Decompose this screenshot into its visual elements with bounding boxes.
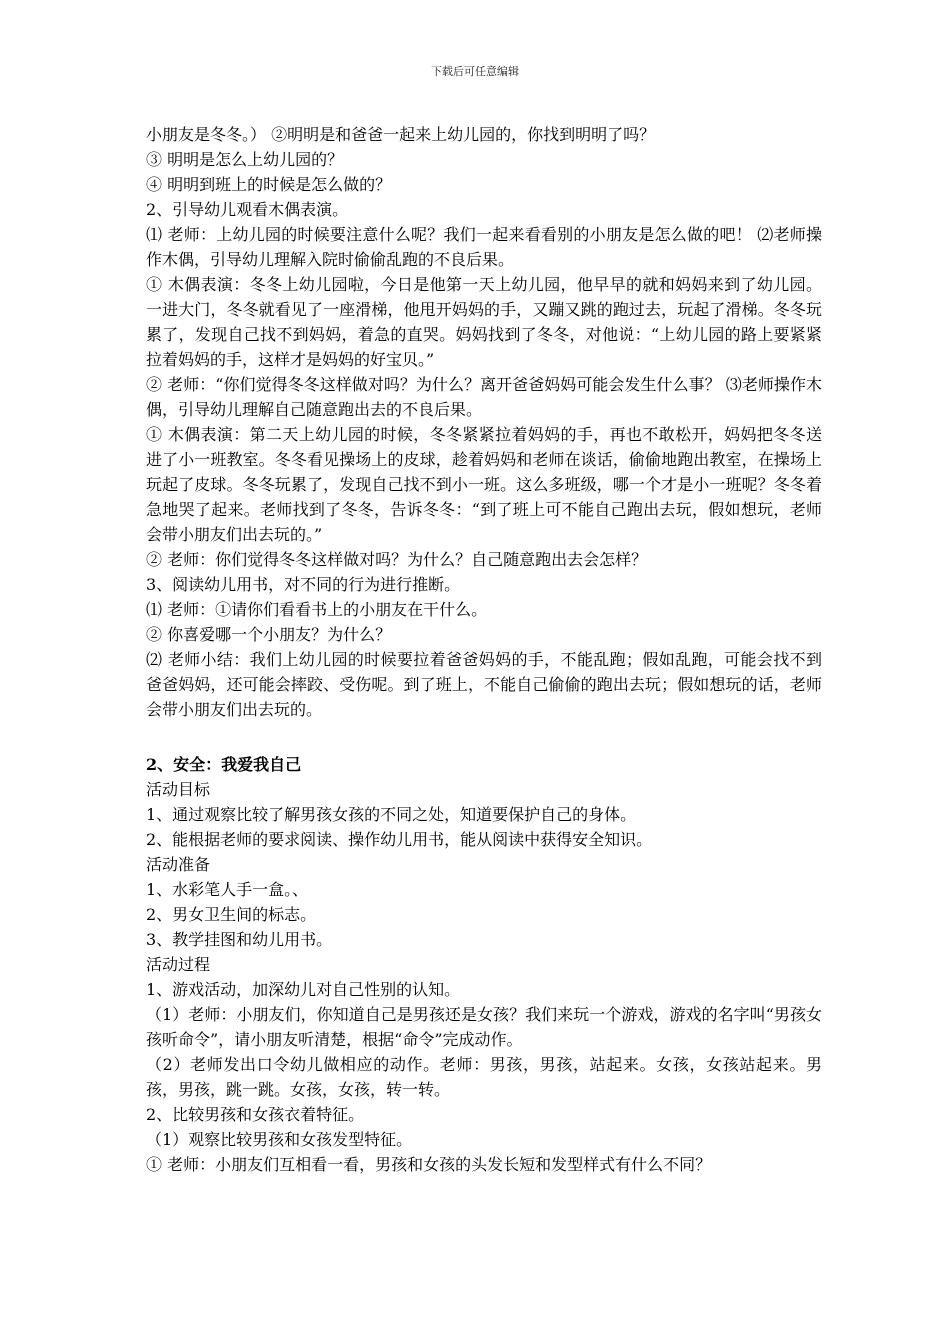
- paragraph: （1）观察比较男孩和女孩发型特征。: [146, 1130, 413, 1149]
- paragraph: ③ 明明是怎么上幼儿园的？: [146, 150, 344, 169]
- paragraph: （2）老师发出口令幼儿做相应的动作。老师：男孩，男孩，站起来。女孩，女孩站起来。男孩，男孩，跳一跳。女孩，女孩，转一转。: [146, 1055, 822, 1099]
- subheading: 活动过程: [146, 955, 211, 974]
- paragraph: 2、比较男孩和女孩衣着特征。: [146, 1105, 365, 1124]
- paragraph: ② 老师：你们觉得冬冬这样做对吗？为什么？自己随意跑出去会怎样？: [146, 550, 648, 569]
- header-note: 下载后可任意编辑: [431, 65, 519, 78]
- paragraph: 2、男女卫生间的标志。: [146, 905, 317, 924]
- paragraph: ① 木偶表演：第二天上幼儿园的时候，冬冬紧紧拉着妈妈的手，再也不敢松开，妈妈把冬冬送进了小一班教室。冬冬看见操场上的皮球，趁着妈妈和老师在谈话，偷偷地跑出教室，在操场上玩起了皮球。冬冬玩累了，发现自己找不到小一班。这么多班级，哪一个才是小一班呢？冬冬着急地哭了起来。老师找到了冬冬，告诉冬冬：“到了班上可不能自己跑出去玩，假如想玩，老师会带小朋友们出去玩的。”: [146, 425, 822, 544]
- section-title: 2、安全：我爱我自己: [146, 755, 302, 774]
- paragraph: 1、游戏活动，加深幼儿对自己性别的认知。: [146, 980, 461, 999]
- subheading: 活动目标: [146, 780, 211, 799]
- paragraph: ④ 明明到班上的时候是怎么做的？: [146, 175, 392, 194]
- paragraph: ① 木偶表演：冬冬上幼儿园啦，今日是他第一天上幼儿园，他早早的就和妈妈来到了幼儿园。一进大门，冬冬就看见了一座滑梯，他甩开妈妈的手，又蹦又跳的跑过去，玩起了滑梯。冬冬玩累了，发现自己找不到妈妈，着急的直哭。妈妈找到了冬冬，对他说：“上幼儿园的路上要紧紧拉着妈妈的手，这样才是妈妈的好宝贝。”: [146, 275, 822, 369]
- paragraph: ① 老师：小朋友们互相看一看，男孩和女孩的头发长短和发型样式有什么不同？: [146, 1155, 712, 1174]
- paragraph: ⑵ 老师小结：我们上幼儿园的时候要拉着爸爸妈妈的手，不能乱跑；假如乱跑，可能会找不到爸爸妈妈，还可能会摔跤、受伤呢。到了班上，不能自己偷偷的跑出去玩；假如想玩的话，老师会带小朋友们出去玩的。: [146, 650, 822, 719]
- section-spacer: [146, 722, 822, 752]
- paragraph: 1、水彩笔人手一盒。、: [146, 880, 309, 899]
- paragraph: ② 老师：“你们觉得冬冬这样做对吗？为什么？离开爸爸妈妈可能会发生什么事？ ⑶老师操作木偶，引导幼儿理解自己随意跑出去的不良后果。: [146, 375, 822, 419]
- paragraph: 2、引导幼儿观看木偶表演。: [146, 200, 349, 219]
- paragraph: ⑴ 老师：①请你们看看书上的小朋友在干什么。: [146, 600, 488, 619]
- document-body: [146, 122, 822, 1177]
- paragraph: 1、通过观察比较了解男孩女孩的不同之处，知道要保护自己的身体。: [146, 805, 637, 824]
- subheading: 活动准备: [146, 855, 211, 874]
- paragraph: 2、能根据老师的要求阅读、操作幼儿用书，能从阅读中获得安全知识。: [146, 830, 653, 849]
- paragraph: 小朋友是冬冬。） ②明明是和爸爸一起来上幼儿园的，你找到明明了吗？: [146, 125, 656, 144]
- paragraph: ⑴ 老师：上幼儿园的时候要注意什么呢？我们一起来看看别的小朋友是怎么做的吧！ ⑵老师操作木偶，引导幼儿理解入院时偷偷乱跑的不良后果。: [146, 225, 822, 269]
- paragraph: ② 你喜爱哪一个小朋友？为什么？: [146, 625, 392, 644]
- paragraph: （1）老师：小朋友们，你知道自己是男孩还是女孩？我们来玩一个游戏，游戏的名字叫“男孩女孩听命令”，请小朋友听清楚，根据“命令”完成动作。: [146, 1005, 822, 1049]
- paragraph: 3、教学挂图和幼儿用书。: [146, 930, 333, 949]
- paragraph: 3、阅读幼儿用书，对不同的行为进行推断。: [146, 575, 461, 594]
